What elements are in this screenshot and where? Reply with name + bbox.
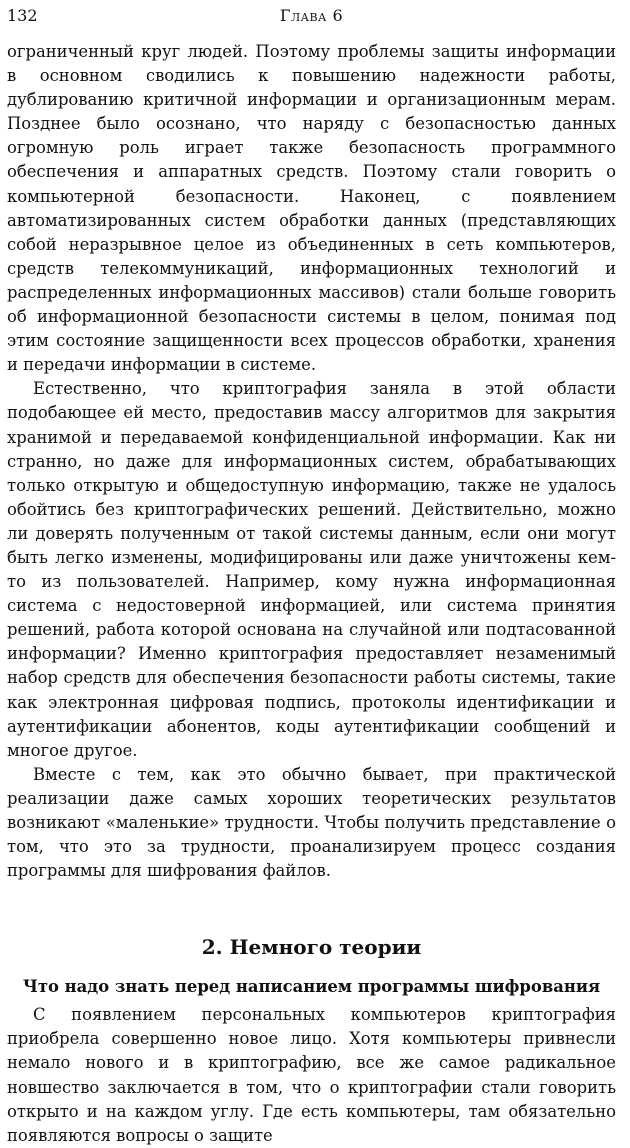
paragraph: С появлением персональных компьютеров криптография приобрела совершенно новое лицо. Хотя компьютеры привнесли немало нового и в криптографию, все же самое радикальное новшество заключается в том, что о криптографии стали говорить открыто и на каждом углу. Где есть компьютеры, там обязательно появляются вопросы о защите	[7, 1005, 616, 1145]
section-title: 2. Немного теории	[201, 935, 422, 960]
running-head: Глава 6	[279, 6, 344, 25]
paragraph: Естественно, что криптография заняла в этой области подобающее ей место, предоставив массу алгоритмов для закрытия хранимой и передаваемой конфиденциальной информации. Как ни странно, но даже для информационных систем, обрабатывающих только открытую и общедоступную информацию, также не удалось обойтись без криптографических решений. Действительно, можно ли доверять полученным от такой системы данным, если они могут быть легко изменены, модифицированы или даже уничтожены кем-то из пользователей. Например, кому нужна информационная система с недостоверной информацией, или система принятия решений, работа которой основана на случайной или подтасованной информации? Именно криптография предоставляет незаменимый набор средств для обеспечения безопасности работы системы, такие как электронная цифровая подпись, протоколы идентификации и аутентификации абонентов, коды аутентификации сообщений и многое другое.	[7, 379, 616, 760]
page-header	[7, 6, 616, 40]
page-number: 132	[7, 6, 38, 25]
paragraph-continued: ограниченный круг людей. Поэтому проблемы защиты информации в основном сводились к повышению надежности работы, дублированию критичной информации и организационным мерам. Позднее было осознано, что наряду с безопасностью данных огромную роль играет также безопасность программного обеспечения и аппаратных средств. Поэтому стали говорить о компьютерной безопасности. Наконец, с появлением автоматизированных систем обработки данных (представляющих собой неразрывное целое из объединенных в сеть компьютеров, средств телекоммуникаций, информационных технологий и распределенных информационных массивов) стали больше говорить об информационной безопасности системы в целом, понимая под этим состояние защищенности всех процессов обработки, хранения и передачи информации в системе.	[7, 42, 616, 375]
body-text	[7, 40, 616, 1148]
paragraph: Вместе с тем, как это обычно бывает, при практической реализации даже самых хороших теоретических результатов возникают «маленькие» трудности. Чтобы получить представление о том, что это за трудности, проанализируем процесс создания программы для шифрования файлов.	[7, 764, 616, 881]
subsection-title: Что надо знать перед написанием программы шифрования	[22, 977, 601, 997]
